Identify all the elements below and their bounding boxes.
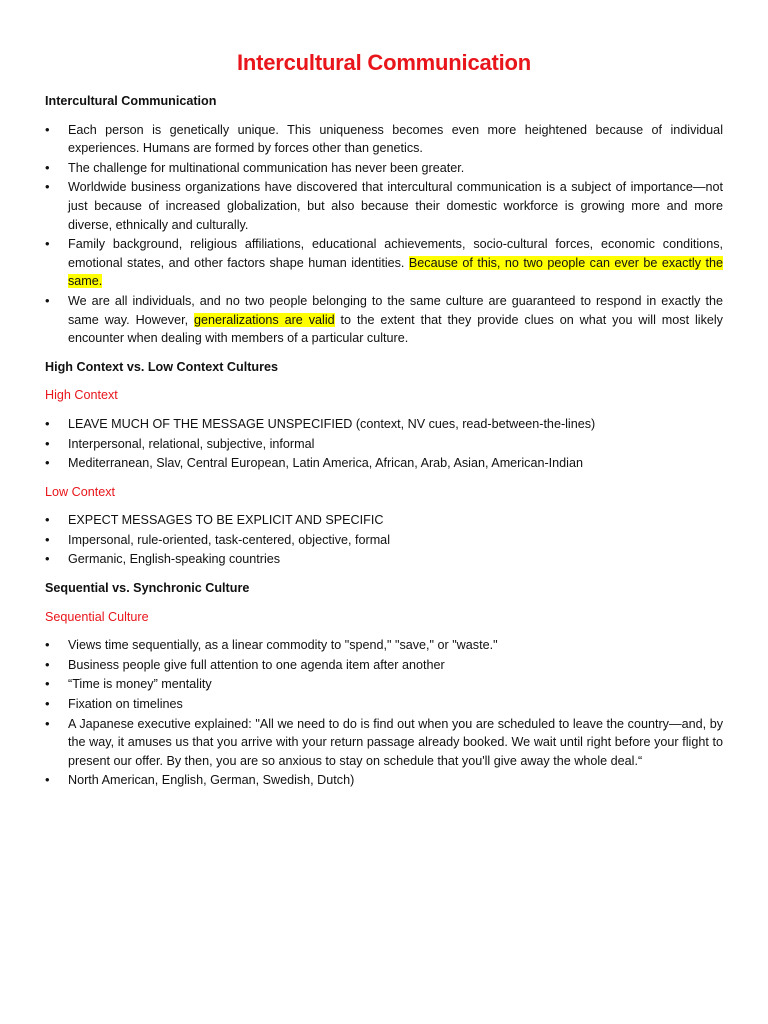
list-item: • The challenge for multinational communication has never been greater. bbox=[45, 159, 723, 178]
list-item: • Business people give full attention to one agenda item after another bbox=[45, 656, 723, 675]
sequential-culture-list bbox=[45, 636, 723, 790]
intercultural-bullet-list bbox=[45, 121, 723, 348]
subheading-sequential-culture: Sequential Culture bbox=[45, 609, 149, 624]
list-item: • LEAVE MUCH OF THE MESSAGE UNSPECIFIED (context, NV cues, read-between-the-lines) bbox=[45, 415, 723, 434]
highlighted-text: generalizations are valid bbox=[193, 312, 335, 327]
list-item: • Each person is genetically unique. This uniqueness becomes even more heightened because of individual experiences. Humans are formed by forces other than genetics. bbox=[45, 121, 723, 158]
list-item: • Impersonal, rule-oriented, task-centered, objective, formal bbox=[45, 531, 723, 550]
document-body bbox=[45, 92, 723, 800]
list-item: • Mediterranean, Slav, Central European, Latin America, African, Arab, Asian, American-Indian bbox=[45, 454, 723, 473]
list-item-text: Family background, religious affiliations, educational achievements, socio-cultural forces, economic conditions, emotional states, and other factors shape human identities. bbox=[68, 237, 723, 270]
subheading-low-context: Low Context bbox=[45, 484, 116, 499]
high-context-list bbox=[45, 415, 723, 473]
list-item: • EXPECT MESSAGES TO BE EXPLICIT AND SPECIFIC bbox=[45, 511, 723, 530]
list-item: • Fixation on timelines bbox=[45, 695, 723, 714]
section-heading-sequential: Sequential vs. Synchronic Culture bbox=[45, 581, 250, 596]
low-context-list bbox=[45, 511, 723, 569]
list-item: • Interpersonal, relational, subjective, informal bbox=[45, 435, 723, 454]
list-item-text: We are all individuals, and no two people belonging to the same culture are guaranteed to respond in exactly the same way. However, bbox=[68, 293, 723, 327]
highlighted-text: Because of this, no two people can ever be exactly the same. bbox=[68, 255, 723, 289]
list-item bbox=[45, 292, 723, 348]
list-item: • Worldwide business organizations have discovered that intercultural communication is a subject of importance—not just because of increased globalization, but also because their domestic workforce is growing more and more diverse, ethnically and culturally. bbox=[45, 178, 723, 234]
list-item: • “Time is money” mentality bbox=[45, 675, 723, 694]
list-item: • Germanic, English-speaking countries bbox=[45, 550, 723, 569]
list-item bbox=[45, 235, 723, 291]
list-item: • A Japanese executive explained: "All we need to do is find out when you are scheduled to leave the country—and, by the way, it amuses us that you arrive with your return passage already booked. We wait until right before your flight to present our offer. By then, you are so anxious to stay on schedule that you'll give away the whole deal.“ bbox=[45, 715, 723, 771]
section-heading-intercultural: Intercultural Communication bbox=[45, 94, 217, 108]
list-item-text: to the extent that they provide clues on what you will most likely encounter when dealing with members of a particular culture. bbox=[68, 312, 723, 346]
page-title: Intercultural Communication bbox=[236, 50, 532, 75]
subheading-high-context: High Context bbox=[45, 388, 118, 403]
section-heading-context: High Context vs. Low Context Cultures bbox=[45, 359, 278, 374]
list-item: • Views time sequentially, as a linear commodity to "spend," "save," or "waste." bbox=[45, 636, 723, 655]
list-item: • North American, English, German, Swedish, Dutch) bbox=[45, 771, 723, 790]
